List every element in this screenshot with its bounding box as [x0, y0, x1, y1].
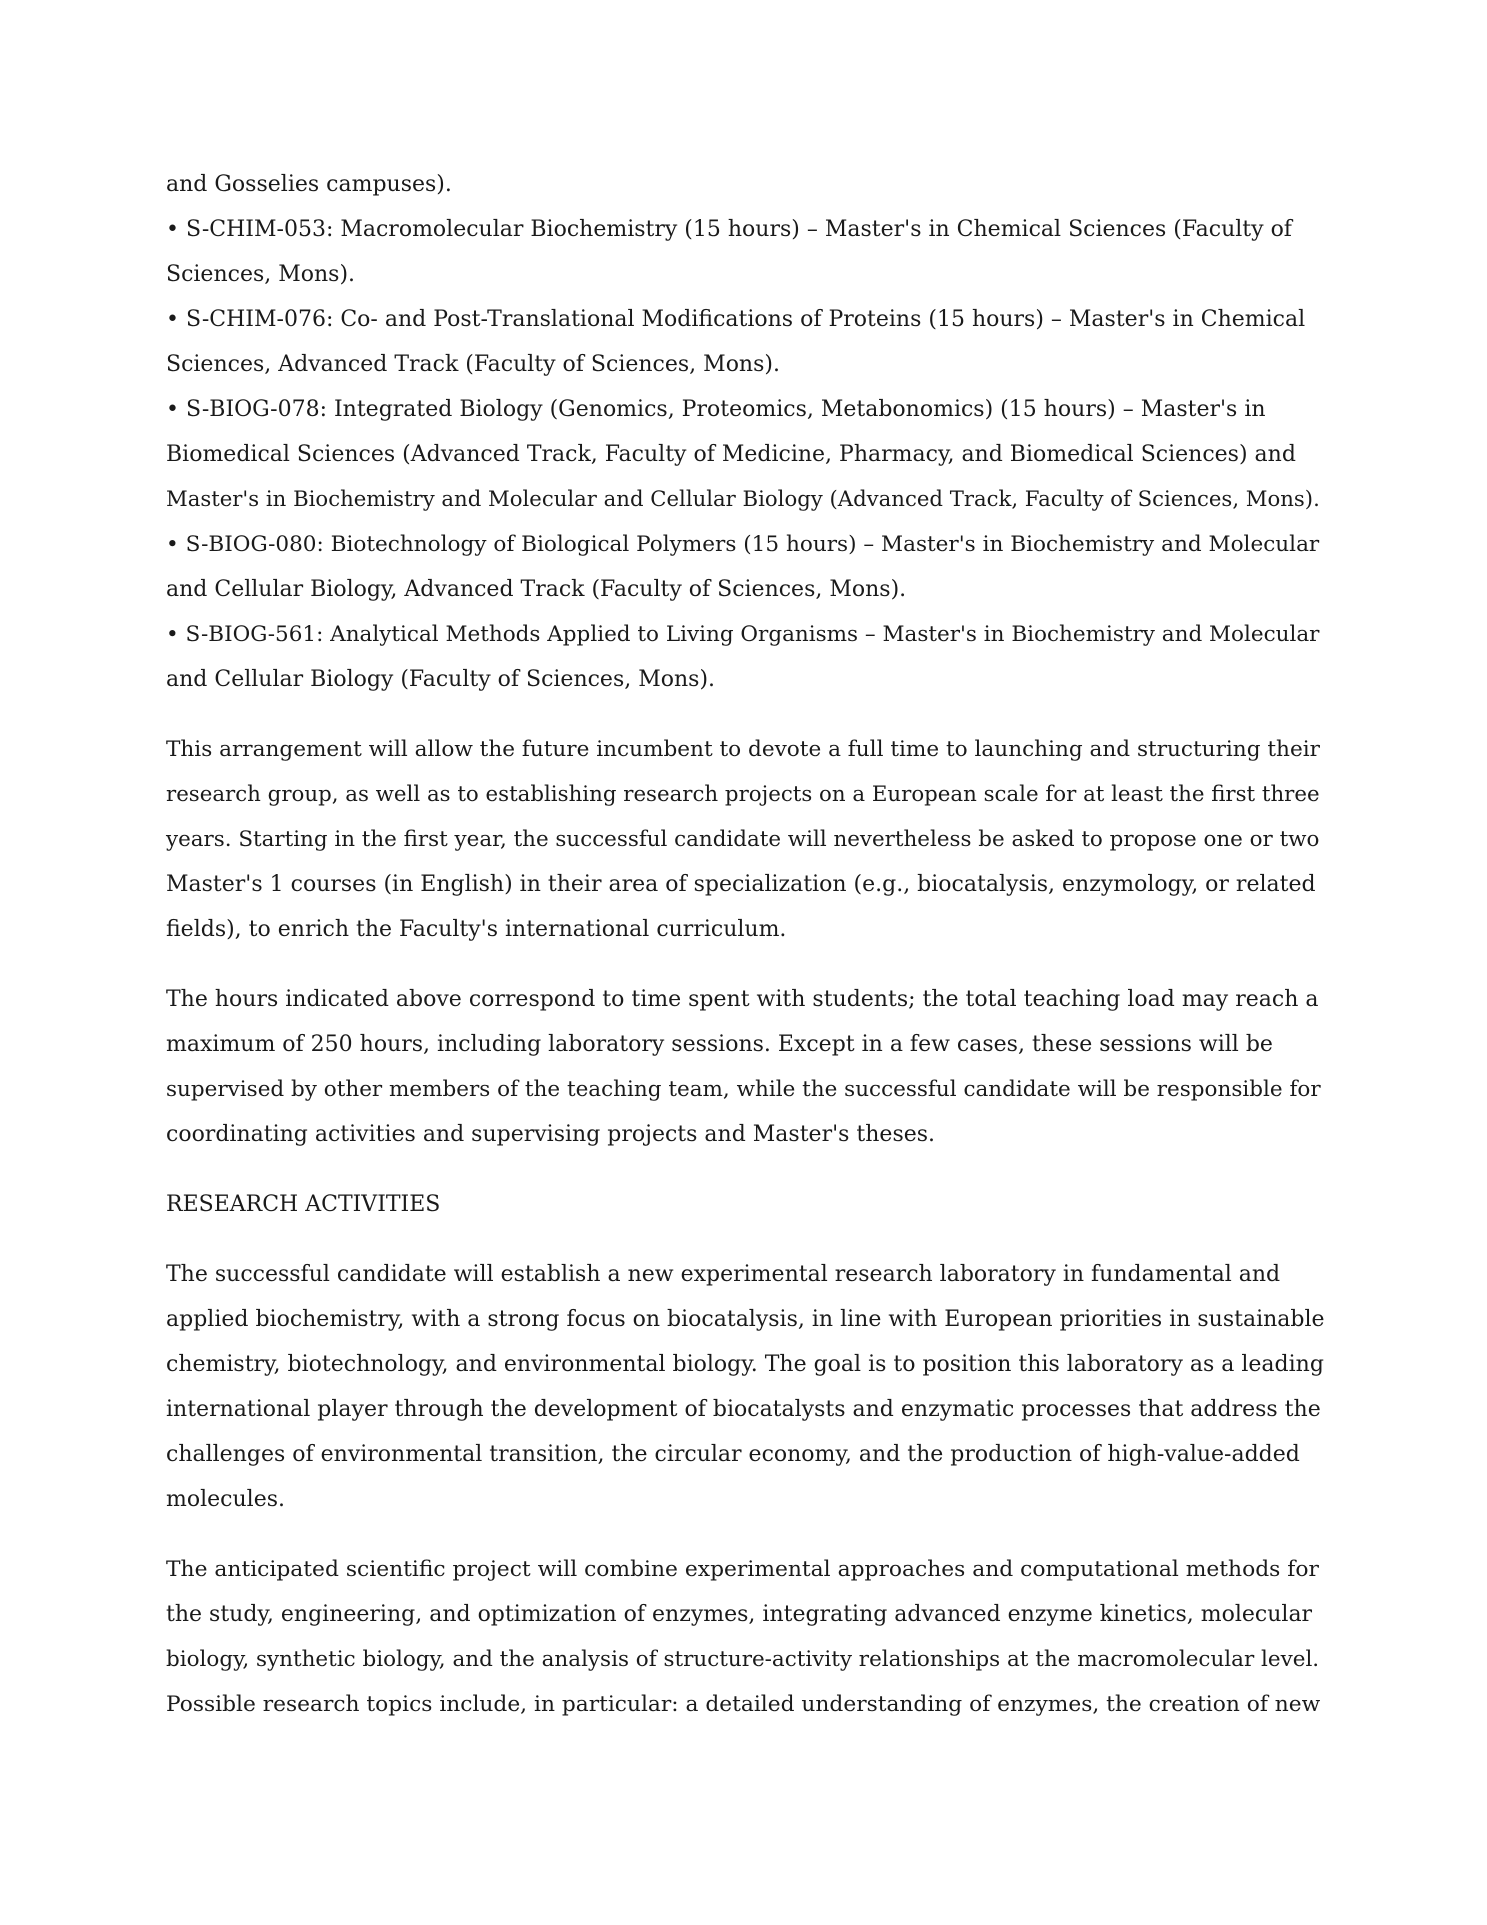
text-line: supervised by other members of the teaching team, while the successful candidate will be responsible for — [166, 1077, 1321, 1102]
text-line: and Cellular Biology, Advanced Track (Faculty of Sciences, Mons). — [166, 577, 907, 602]
text-line: maximum of 250 hours, including laboratory sessions. Except in a few cases, these sessions will be — [166, 1032, 1273, 1057]
text-line: • S-BIOG-080: Biotechnology of Biological Polymers (15 hours) – Master's in Biochemistry and Molecular — [166, 532, 1320, 557]
text-line: • S-CHIM-053: Macromolecular Biochemistry (15 hours) – Master's in Chemical Sciences (Faculty of — [166, 217, 1292, 242]
text-line: The anticipated scientific project will combine experimental approaches and computational methods for — [166, 1557, 1319, 1582]
text-line: • S-BIOG-078: Integrated Biology (Genomics, Proteomics, Metabonomics) (15 hours) – Master's in — [166, 397, 1266, 422]
text-line: • S-CHIM-076: Co- and Post-Translational Modifications of Proteins (15 hours) – Master's in Chemical — [166, 307, 1306, 332]
hours-paragraph — [166, 977, 1326, 1157]
text-line: challenges of environmental transition, the circular economy, and the production of high-value-added — [166, 1442, 1300, 1467]
text-line: international player through the development of biocatalysts and enzymatic processes that address the — [166, 1397, 1321, 1422]
project-paragraph — [166, 1547, 1326, 1727]
research-activities-heading: RESEARCH ACTIVITIES — [166, 1192, 441, 1217]
text-line: The hours indicated above correspond to time spent with students; the total teaching load may reach a — [166, 987, 1319, 1012]
text-line: coordinating activities and supervising projects and Master's theses. — [166, 1122, 936, 1147]
text-line: Sciences, Mons). — [166, 262, 356, 287]
text-line: Master's in Biochemistry and Molecular and Cellular Biology (Advanced Track, Faculty of Sciences, Mons). — [166, 487, 1320, 512]
text-line: molecules. — [166, 1487, 285, 1512]
text-line: fields), to enrich the Faculty's international curriculum. — [166, 917, 787, 942]
text-line: and Gosselies campuses). — [166, 172, 452, 197]
text-line: chemistry, biotechnology, and environmental biology. The goal is to position this laboratory as a leading — [166, 1352, 1324, 1377]
laboratory-paragraph — [166, 1252, 1326, 1522]
text-line: Possible research topics include, in particular: a detailed understanding of enzymes, the creation of new — [166, 1692, 1321, 1717]
text-line: This arrangement will allow the future incumbent to devote a full time to launching and structuring their — [166, 737, 1320, 762]
arrangement-paragraph — [166, 727, 1326, 952]
section-heading — [166, 1182, 1326, 1227]
text-line: Master's 1 courses (in English) in their area of specialization (e.g., biocatalysis, enzymology, or related — [166, 872, 1316, 897]
text-line: applied biochemistry, with a strong focus on biocatalysis, in line with European priorities in sustainable — [166, 1307, 1325, 1332]
document-page — [166, 162, 1326, 1752]
text-line: the study, engineering, and optimization of enzymes, integrating advanced enzyme kinetics, molecular — [166, 1602, 1313, 1627]
text-line: research group, as well as to establishing research projects on a European scale for at least the first three — [166, 782, 1320, 807]
text-line: Sciences, Advanced Track (Faculty of Sciences, Mons). — [166, 352, 780, 377]
text-line: and Cellular Biology (Faculty of Sciences, Mons). — [166, 667, 716, 692]
course-list — [166, 162, 1326, 702]
text-line: biology, synthetic biology, and the analysis of structure-activity relationships at the macromolecular level. — [166, 1647, 1320, 1672]
text-line: • S-BIOG-561: Analytical Methods Applied to Living Organisms – Master's in Biochemistry and Molecular — [166, 622, 1320, 647]
text-line: Biomedical Sciences (Advanced Track, Faculty of Medicine, Pharmacy, and Biomedical Sciences) and — [166, 442, 1296, 467]
text-line: The successful candidate will establish a new experimental research laboratory in fundamental and — [166, 1262, 1281, 1287]
text-line: years. Starting in the first year, the successful candidate will nevertheless be asked to propose one or two — [166, 827, 1320, 852]
